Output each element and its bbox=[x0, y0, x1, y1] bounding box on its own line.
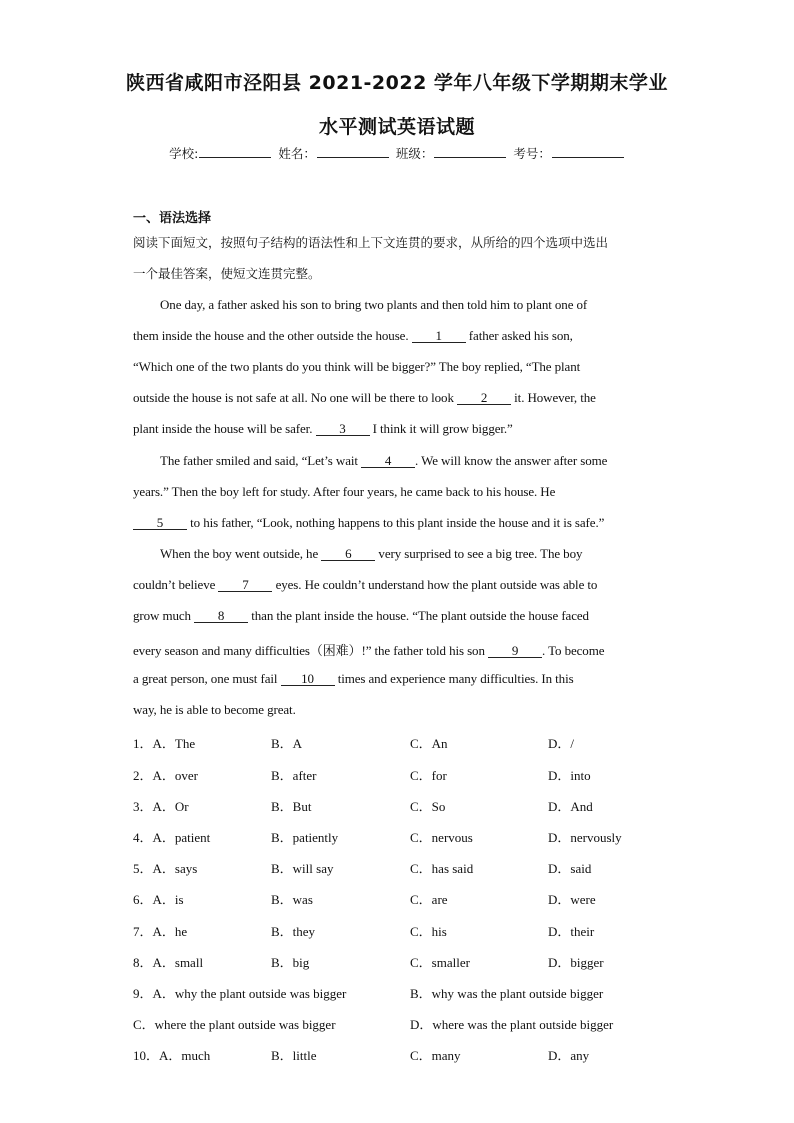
option-b[interactable]: B．But bbox=[271, 799, 312, 814]
option-d[interactable]: D．said bbox=[548, 861, 592, 876]
blank-7[interactable]: 7 bbox=[218, 578, 272, 592]
passage-text: a great person, one must fail bbox=[133, 671, 281, 686]
student-info-row bbox=[0, 144, 794, 162]
blank-9[interactable]: 9 bbox=[488, 644, 542, 658]
option-c[interactable]: C．for bbox=[410, 768, 447, 783]
option-c[interactable]: C．So bbox=[410, 799, 446, 814]
option-a[interactable]: 4．A．patient bbox=[133, 830, 211, 845]
option-c[interactable]: C．where the plant outside was bigger bbox=[133, 1017, 336, 1032]
passage-line bbox=[133, 577, 597, 593]
passage-line bbox=[133, 421, 513, 437]
passage-text: couldn’t believe bbox=[133, 577, 219, 592]
option-a[interactable]: 1．A．The bbox=[133, 736, 196, 751]
passage-line bbox=[133, 608, 589, 624]
option-a[interactable]: 7．A．he bbox=[133, 924, 188, 939]
passage-text: . To become bbox=[542, 643, 605, 658]
question-1 bbox=[133, 733, 693, 751]
passage-text: I think it will grow bigger.” bbox=[369, 421, 513, 436]
option-b[interactable]: B．patiently bbox=[271, 830, 339, 845]
blank-8[interactable]: 8 bbox=[194, 609, 248, 623]
passage-text: eyes. He couldn’t understand how the plant outside was able to bbox=[272, 577, 598, 592]
passage-text: grow much bbox=[133, 608, 195, 623]
passage-line bbox=[133, 640, 604, 659]
blank-4[interactable]: 4 bbox=[361, 454, 415, 468]
option-a[interactable]: 6．A．is bbox=[133, 892, 184, 907]
exam-number-field[interactable] bbox=[552, 145, 624, 158]
school-label: 学校: bbox=[169, 146, 199, 161]
passage-text: than the plant inside the house. “The plant outside the house faced bbox=[248, 608, 589, 623]
passage-line: way, he is able to become great. bbox=[133, 702, 296, 717]
passage-text: . We will know the answer after some bbox=[415, 453, 608, 468]
question-5 bbox=[133, 858, 693, 876]
question-10 bbox=[133, 1045, 693, 1063]
question-3 bbox=[133, 796, 693, 814]
passage-text: outside the house is not safe at all. No one will be there to look bbox=[133, 390, 458, 405]
question-8 bbox=[133, 952, 693, 970]
passage-line bbox=[133, 515, 604, 531]
option-d[interactable]: D．And bbox=[548, 799, 593, 814]
option-b[interactable]: B．why was the plant outside bigger bbox=[410, 986, 604, 1001]
name-field[interactable] bbox=[317, 145, 389, 158]
passage-line: “Which one of the two plants do you think will be bigger?” The boy replied, “The plant bbox=[133, 359, 581, 374]
option-a[interactable]: 8．A．small bbox=[133, 955, 204, 970]
option-a[interactable]: 5．A．says bbox=[133, 861, 198, 876]
school-field[interactable] bbox=[199, 145, 271, 158]
passage-line: years.” Then the boy left for study. After four years, he came back to his house. He bbox=[133, 484, 556, 499]
exam-title-line2: 水平测试英语试题 bbox=[318, 116, 475, 138]
question-9-cont bbox=[133, 1014, 693, 1032]
option-c[interactable]: C．has said bbox=[410, 861, 474, 876]
passage-text: it. However, the bbox=[511, 390, 596, 405]
option-d[interactable]: D．their bbox=[548, 924, 595, 939]
blank-10[interactable]: 10 bbox=[281, 672, 335, 686]
exam-title-line1: 陕西省咸阳市泾阳县 2021-2022 学年八年级下学期期末学业 bbox=[126, 72, 668, 94]
option-d[interactable]: D．any bbox=[548, 1048, 590, 1063]
option-b[interactable]: B．big bbox=[271, 955, 310, 970]
blank-2[interactable]: 2 bbox=[457, 391, 511, 405]
option-b[interactable]: B．after bbox=[271, 768, 317, 783]
option-c[interactable]: C．An bbox=[410, 736, 448, 751]
passage-text: to his father, “Look, nothing happens to this plant inside the house and it is safe.” bbox=[187, 515, 605, 530]
blank-5[interactable]: 5 bbox=[133, 516, 187, 530]
passage-text: them inside the house and the other outside the house. bbox=[133, 328, 412, 343]
exam-number-label: 考号： bbox=[513, 146, 551, 161]
option-a[interactable]: 3．A．Or bbox=[133, 799, 189, 814]
option-b[interactable]: B．little bbox=[271, 1048, 317, 1063]
option-b[interactable]: B．they bbox=[271, 924, 316, 939]
option-c[interactable]: C．his bbox=[410, 924, 447, 939]
class-label: 班级： bbox=[395, 146, 434, 161]
option-d[interactable]: D．nervously bbox=[548, 830, 622, 845]
option-d[interactable]: D．bigger bbox=[548, 955, 604, 970]
option-d[interactable]: D．were bbox=[548, 892, 596, 907]
option-a[interactable]: 9．A．why the plant outside was bigger bbox=[133, 986, 347, 1001]
option-b[interactable]: B．A bbox=[271, 736, 303, 751]
passage-line bbox=[133, 390, 596, 406]
name-label: 姓名： bbox=[278, 146, 316, 161]
passage-text: times and experience many difficulties. In this bbox=[334, 671, 574, 686]
passage-line bbox=[133, 671, 574, 687]
question-7 bbox=[133, 921, 693, 939]
passage-line: One day, a father asked his son to bring two plants and then told him to plant one of bbox=[160, 297, 588, 312]
passage-text: When the boy went outside, he bbox=[160, 546, 322, 561]
option-b[interactable]: B．will say bbox=[271, 861, 334, 876]
option-d[interactable]: D．where was the plant outside bigger bbox=[410, 1017, 614, 1032]
passage-line bbox=[133, 328, 573, 344]
instruction-line: 阅读下面短文，按照句子结构的语法性和上下文连贯的要求，从所给的四个选项中选出 bbox=[133, 235, 609, 250]
option-a[interactable]: 10．A．much bbox=[133, 1048, 211, 1063]
option-c[interactable]: C．nervous bbox=[410, 830, 473, 845]
question-6 bbox=[133, 889, 693, 907]
passage-text: very surprised to see a big tree. The boy bbox=[375, 546, 583, 561]
class-field[interactable] bbox=[434, 145, 506, 158]
question-4 bbox=[133, 827, 693, 845]
passage-text: every season and many difficulties（困难）!” the father told his son bbox=[133, 643, 489, 658]
question-9 bbox=[133, 983, 693, 1001]
option-c[interactable]: C．are bbox=[410, 892, 448, 907]
option-d[interactable]: D．into bbox=[548, 768, 591, 783]
blank-1[interactable]: 1 bbox=[412, 329, 466, 343]
passage-text: The father smiled and said, “Let’s wait bbox=[160, 453, 362, 468]
option-a[interactable]: 2．A．over bbox=[133, 768, 198, 783]
option-c[interactable]: C．smaller bbox=[410, 955, 470, 970]
passage-text: father asked his son, bbox=[465, 328, 573, 343]
option-b[interactable]: B．was bbox=[271, 892, 313, 907]
option-d[interactable]: D．/ bbox=[548, 736, 575, 751]
section-heading: 一、语法选择 bbox=[133, 211, 212, 226]
passage-line bbox=[160, 546, 582, 562]
passage-text: plant inside the house will be safer. bbox=[133, 421, 316, 436]
passage-line bbox=[160, 453, 607, 469]
blank-6[interactable]: 6 bbox=[321, 547, 375, 561]
question-2 bbox=[133, 765, 693, 783]
blank-3[interactable]: 3 bbox=[316, 422, 370, 436]
option-c[interactable]: C．many bbox=[410, 1048, 461, 1063]
instruction-line: 一个最佳答案，使短文连贯完整。 bbox=[133, 266, 321, 281]
